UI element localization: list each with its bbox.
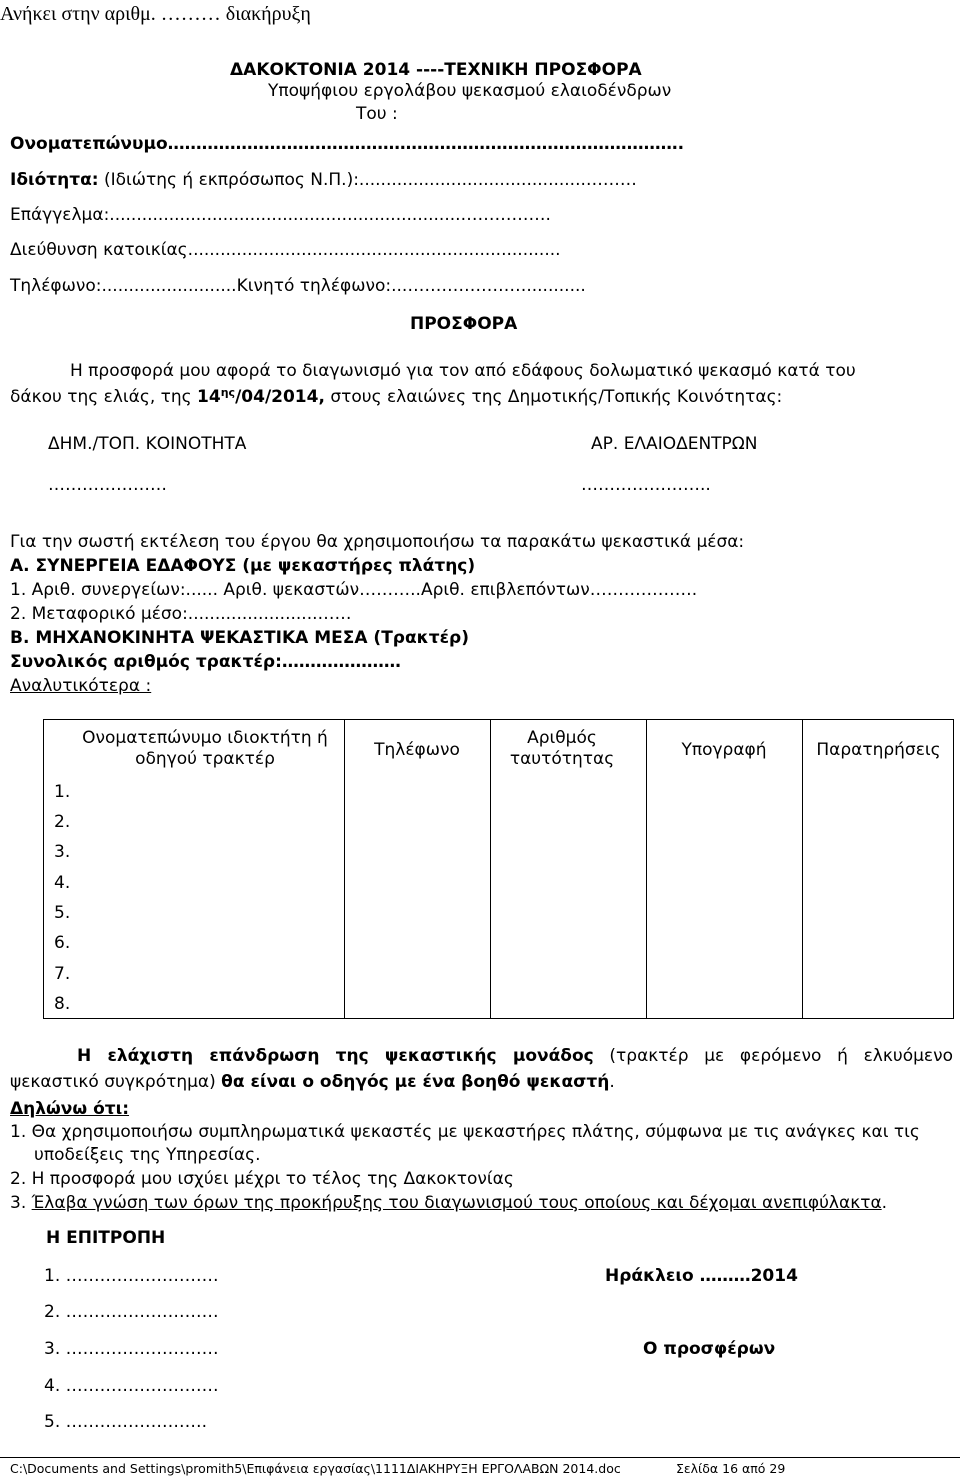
offer-date-suffix: ης [220,386,236,399]
offer-text-part: δάκου της ελιάς, της [10,387,198,407]
tractor-total: Συνολικός αριθμός τρακτέρ:………………… [10,652,401,672]
table-row-number: 1. [54,782,71,802]
name-field: Ονοματεπώνυμο………………………………………………………………………………. [10,134,685,154]
committee-title: Η ΕΠΙΤΡΟΠΗ [46,1228,166,1248]
declaration-item-3 [10,1193,887,1213]
table-divider [490,720,491,1018]
table-divider [344,720,345,1018]
crew-bold-text: Η ελάχιστη επάνδρωση της ψεκαστικής μονάδος [77,1046,594,1066]
table-header-phone: Τηλέφωνο [374,740,460,760]
declaration-item-1a: 1. Θα χρησιμοποιήσω συμπληρωματικά ψεκαστές με ψεκαστήρες πλάτης, σύμφωνα με τις ανάγκες και τις [10,1122,920,1142]
offer-date-rest: /04/2014, [235,387,325,407]
table-row-number: 2. [54,812,71,832]
crew-text: (τρακτέρ με φερόμενο ή ελκυόμενο [593,1046,953,1066]
committee-member: 4. ……………………… [44,1376,219,1396]
crew-line2 [10,1072,615,1092]
committee-member: 5. ……………………. [44,1412,208,1432]
olive-trees-label: ΑΡ. ΕΛΑΙΟΔΕΝΤΡΩΝ [591,434,758,454]
document-title: ΔΑΚΟΚΤΟΝΙΑ 2014 ----ΤΕΧΝΙΚΗ ΠΡΟΣΦΟΡΑ [230,60,642,80]
means-a-item2: 2. Μεταφορικό μέσο:........................…… [10,604,352,624]
means-section-b-title: Β. ΜΗΧΑΝΟΚΙΝΗΤΑ ΨΕΚΑΣΤΙΚΑ ΜΕΣΑ (Τρακτέρ) [10,628,469,648]
declaration-title: Δηλώνω ότι: [10,1099,130,1119]
table-row-number: 8. [54,994,71,1014]
footer-file-path: C:\Documents and Settings\promith5\Επιφάνεια εργασίας\1111ΔΙΑΚΗΡΥΞΗ ΕΡΓΟΛΑΒΩΝ 2014.doc [10,1461,621,1476]
committee-member: 1. ……………………… [44,1266,219,1286]
declaration-end: . [881,1193,888,1213]
table-row-number: 4. [54,873,71,893]
footer-page-number: Σελίδα 16 από 29 [676,1461,786,1476]
footer-rule [0,1457,960,1458]
table-row-number: 3. [54,842,71,862]
declaration-item-number: 3. [10,1193,32,1213]
means-intro: Για την σωστή εκτέλεση του έργου θα χρησιμοποιήσω τα παρακάτω ψεκαστικά μέσα: [10,532,745,552]
to-label: Του : [356,104,398,124]
crew-bold-text: θα είναι ο οδηγός με ένα βοηθό ψεκαστή [221,1072,610,1092]
table-divider [646,720,647,1018]
offer-text-line1: Η προσφορά μου αφορά το διαγωνισμό για τον από εδάφους δολωματικό ψεκασμό κατά του [70,361,856,381]
header-note: Ανήκει στην αριθμ. ……… διακήρυξη [0,3,311,25]
committee-member: 3. ……………………… [44,1339,219,1359]
offer-date-day: 14 [197,387,221,407]
community-blank: ………………… [48,475,167,495]
offer-text-line2 [10,387,782,407]
means-section-a-title: Α. ΣΥΝΕΡΓΕΙΑ ΕΔΑΦΟΥΣ (με ψεκαστήρες πλάτης) [10,556,476,576]
capacity-label: Ιδιότητα: [10,170,99,190]
tractor-table [43,719,954,1019]
committee-member: 2. ……………………… [44,1302,219,1322]
signer-label: Ο προσφέρων [643,1339,776,1359]
address-field: Διεύθυνση κατοικίας..................................................................... [10,240,561,260]
olive-trees-blank: ………………….. [581,475,711,495]
table-row-number: 7. [54,964,71,984]
table-header-owner: Ονοματεπώνυμο ιδιοκτήτη ή οδηγού τρακτέρ [82,728,328,770]
community-label: ΔΗΜ./ΤΟΠ. ΚΟΙΝΟΤΗΤΑ [48,434,247,454]
place-date: Ηράκλειο ………2014 [605,1266,798,1286]
capacity-value: (Ιδιώτης ή εκπρόσωπος Ν.Π.):..........................................……… [98,170,637,190]
crew-text: ψεκαστικό συγκρότημα) [10,1072,222,1092]
table-row-number: 5. [54,903,71,923]
table-header-id: Αριθμός ταυτότητας [509,728,615,770]
phone-field: Τηλέφωνο:.........................Κινητό τηλέφωνο:...…………………........... [10,276,586,296]
table-header-signature: Υπογραφή [681,740,767,760]
means-a-item1: 1. Αριθ. συνεργείων:...... Αριθ. ψεκαστών………..Αριθ. επιβλεπόντων………………. [10,580,698,600]
declaration-item-3-text: Έλαβα γνώση των όρων της προκήρυξης του διαγωνισμού τους οποίους και δέχομαι ανεπιφύλακτα [31,1193,882,1213]
offer-text-part: στους ελαιώνες της Δημοτικής/Τοπικής Κοινότητας: [324,387,783,407]
document-subtitle: Υποψήφιου εργολάβου ψεκασμού ελαιοδένδρων [268,81,672,101]
table-divider [802,720,803,1018]
declaration-item-2: 2. Η προσφορά μου ισχύει μέχρι το τέλος της Δακοκτονίας [10,1169,514,1189]
profession-field: Επάγγελμα:.................................................................……………. [10,205,551,225]
capacity-field [10,170,637,190]
crew-line1 [77,1046,953,1066]
table-row-number: 6. [54,933,71,953]
table-header-notes: Παρατηρήσεις [816,740,941,760]
declaration-item-1b: υποδείξεις της Υπηρεσίας. [34,1145,261,1165]
crew-end: . [609,1072,615,1092]
offer-heading: ΠΡΟΣΦΟΡΑ [410,314,518,334]
detail-label: Αναλυτικότερα : [10,676,152,696]
